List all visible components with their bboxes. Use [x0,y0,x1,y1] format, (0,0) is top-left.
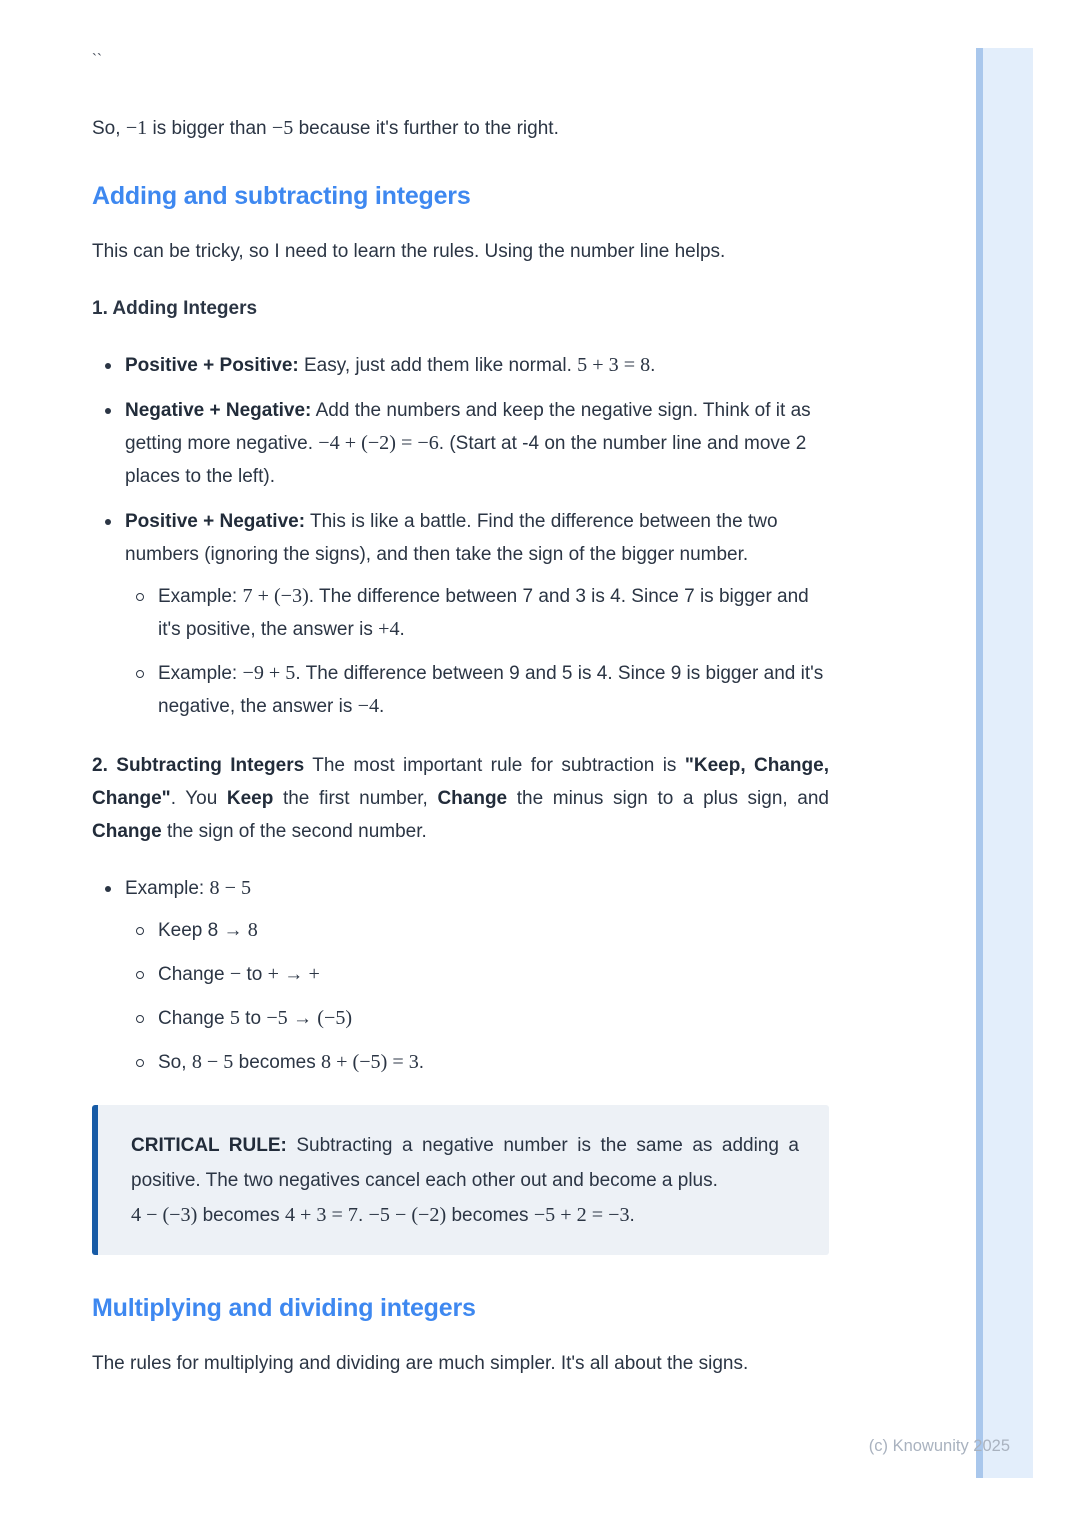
subtracting-example-list [92,872,829,1079]
math-expression: 7 + (−3) [242,585,309,607]
sub-list-item [125,914,829,947]
text-run: the sign of the second number. [161,821,427,842]
list-item-text [125,394,829,493]
text-run: Easy, just add them like normal. [298,355,578,376]
sub-list-item-text [158,1046,829,1079]
sub-list-item [125,958,829,991]
text-run: to [241,964,268,985]
text-run: → [287,1008,318,1029]
text-run: So, [158,1052,192,1073]
text-run: Add the numbers and keep the negative sign. Think of it as getting more negative. [125,400,811,454]
text-run: . [418,1052,425,1073]
signs-paragraph: The rules for multiplying and dividing are much simpler. It's all about the signs. [92,1353,749,1374]
text-run: . The difference between 7 and 3 is 4. Since 7 is bigger and it's positive, the answer is [158,586,809,640]
sub-list-item-text [158,958,829,991]
math-expression: 4 + 3 = 7 [284,1204,358,1226]
text-run: . The difference between 9 and 5 is 4. Since 9 is bigger and it's negative, the answer is [158,663,824,717]
math-expression: −4 + (−2) = −6 [318,432,439,454]
sub-list-item-text [158,1002,829,1035]
text-run: . You [170,788,227,809]
copyright-watermark: (c) Knowunity 2025 [868,1437,1010,1455]
text-run: . [357,1205,369,1226]
math-expression: 8 [247,919,258,941]
text-run: becomes [446,1205,534,1226]
math-expression: − [229,963,242,985]
text-run: becomes [197,1205,285,1226]
bold-text-run: "Keep, Change, Change" [92,755,829,809]
text-run: Keep 8 → [158,920,248,941]
math-expression: −5 − (−2) [368,1204,447,1226]
text-run: Change [158,1008,230,1029]
subtracting-paragraph [92,749,829,848]
text-run: is bigger than [147,118,272,139]
bold-text-run: Change [92,821,162,842]
text-run: So, [92,118,126,139]
text-run: Change [158,964,230,985]
document-content [92,50,829,1404]
critical-rule-examples [131,1198,799,1233]
intro-paragraph [92,112,829,145]
sub-list-item-text [158,580,829,646]
text-run: . [650,355,656,376]
bold-text-run: Change [437,788,508,809]
text-run: Subtracting a negative number is the same as adding a positive. The two negatives cancel each other out and become a plus. [131,1135,799,1191]
bold-text-run: Keep [226,788,274,809]
text-run: Example: [158,663,243,684]
critical-rule-callout [92,1105,829,1255]
math-expression: −5 + 2 = −3 [533,1204,630,1226]
list-item-text [125,505,829,571]
sub-list [125,580,829,723]
list-item [92,505,829,723]
text-run: to [239,1008,267,1029]
math-expression: 8 − 5 [191,1051,234,1073]
text-run: the minus sign to a plus sign, and [507,788,829,809]
text-run: . [399,619,405,640]
math-expression: 5 [229,1007,240,1029]
bold-text-run: Positive + Positive: [125,355,299,376]
sub-list [125,914,829,1079]
adding-rules-list [92,349,829,723]
math-expression: (−5) [317,1007,353,1029]
text-run: the first number, [273,788,438,809]
math-expression: + [267,963,279,985]
sub-list-item [125,1002,829,1035]
math-expression: −5 [271,117,294,139]
sub-list-item-text [158,657,829,723]
math-expression: 5 + 3 = 8 [577,354,651,376]
sub-list-item [125,657,829,723]
math-expression: −9 + 5 [242,662,296,684]
math-expression: −4 [357,695,380,717]
math-expression: +4 [378,618,400,640]
text-run: . [379,696,385,717]
stray-backticks: `` [92,51,102,68]
math-expression: 4 − (−3) [131,1204,198,1226]
subheading-adding-integers: 1. Adding Integers [92,298,258,319]
math-expression: −5 [266,1007,288,1029]
math-expression: 8 − 5 [209,877,252,899]
sub-list-item [125,1046,829,1079]
critical-rule-text [131,1128,799,1198]
text-run: . (Start at -4 on the number line and move 2 places to the left). [125,433,807,487]
list-item [92,394,829,493]
text-run: Example: [158,586,243,607]
page-edge-bar [976,48,1033,1478]
list-item [92,349,829,382]
text-run: becomes [233,1052,322,1073]
list-item-text [125,349,829,382]
math-expression: −1 [125,117,148,139]
text-run: The most important rule for subtraction is [304,755,685,776]
sub-list-item [125,580,829,646]
bold-text-run: Negative + Negative: [125,400,312,421]
section-heading-adding-subtracting: Adding and subtracting integers [92,182,471,210]
math-expression: + [308,963,320,985]
bold-text-run: Positive + Negative: [125,511,306,532]
section-heading-multiplying-dividing: Multiplying and dividing integers [92,1294,476,1322]
text-run: This is like a battle. Find the difference between the two numbers (ignoring the signs), and then take the sign of the bigger number. [125,511,778,565]
math-expression: 8 + (−5) = 3 [321,1051,419,1073]
text-run: → [278,964,309,985]
bold-text-run: 2. Subtracting Integers [92,755,305,776]
text-run: . [629,1205,635,1226]
text-run: because it's further to the right. [293,118,559,139]
list-item-text [125,872,829,905]
tricky-paragraph: This can be tricky, so I need to learn the rules. Using the number line helps. [92,241,726,262]
bold-text-run: CRITICAL RULE: [131,1135,287,1156]
list-item [92,872,829,1079]
sub-list-item-text [158,914,829,947]
text-run: Example: [125,878,210,899]
